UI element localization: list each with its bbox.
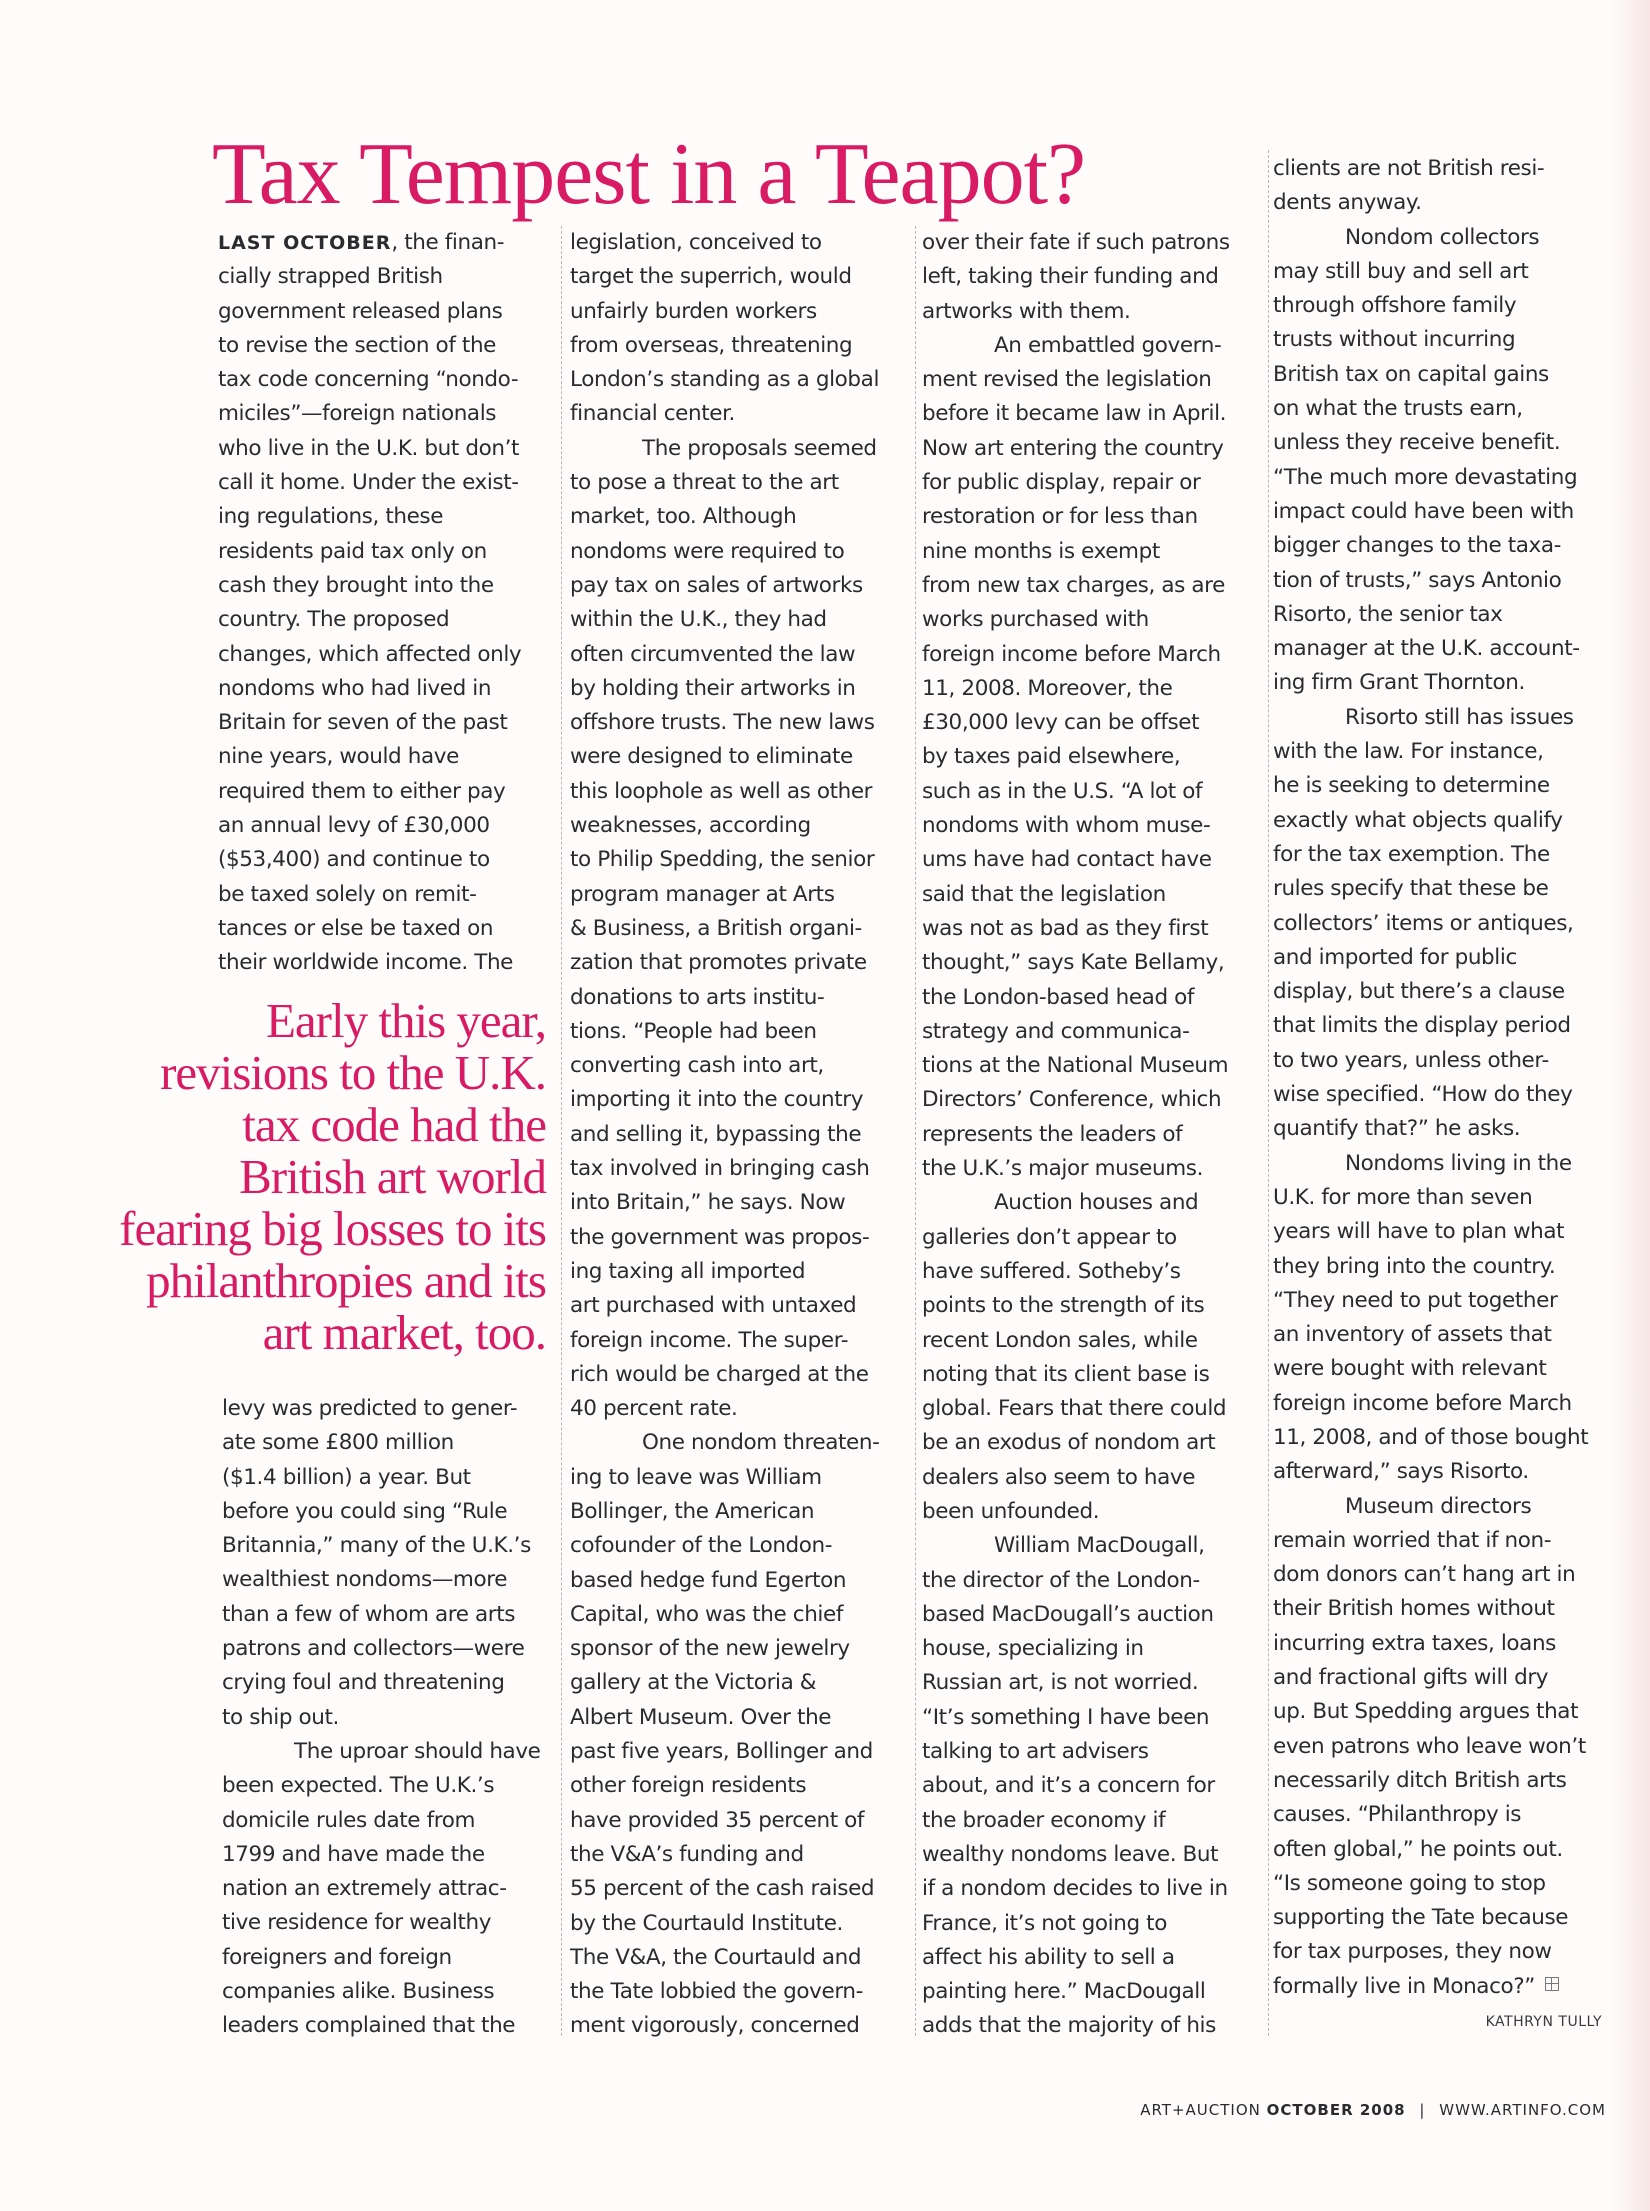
text-line: cofounder of the London- (570, 1533, 833, 1559)
text-line: be taxed solely on remit- (218, 881, 477, 907)
text-line: patrons and collectors—were (222, 1636, 525, 1662)
text-line: donations to arts institu- (570, 984, 825, 1010)
paragraph (1273, 1147, 1613, 1490)
column-divider (915, 226, 916, 2036)
text-line: art purchased with untaxed (570, 1293, 857, 1319)
text-line: based hedge fund Egerton (570, 1567, 847, 1593)
text-line: nation an extremely attrac- (222, 1876, 507, 1902)
text-line: Auction houses and (994, 1190, 1199, 1216)
pull-quote (100, 995, 546, 1359)
text-line: been expected. The U.K.’s (222, 1773, 495, 1799)
text-line: ing firm Grant Thornton. (1273, 670, 1525, 696)
text-line: nine years, would have (218, 744, 459, 770)
text-line: restoration or for less than (922, 504, 1198, 530)
text-line: was not as bad as they first (922, 915, 1209, 941)
text-line: the Tate lobbied the govern- (570, 1979, 863, 2005)
text-line: call it home. Under the exist- (218, 470, 519, 496)
text-line: Risorto, the senior tax (1273, 601, 1503, 627)
pull-quote-line: Early this year, (265, 993, 546, 1048)
text-line: points to the strength of its (922, 1293, 1205, 1319)
text-line: to revise the section of the (218, 332, 497, 358)
text-line: residents paid tax only on (218, 538, 487, 564)
text-line: tive residence for wealthy (222, 1910, 492, 1936)
text-line: Nondoms living in the (1345, 1150, 1572, 1176)
footer-separator: | (1419, 2101, 1426, 2119)
column-divider (1268, 150, 1269, 2036)
text-line: 55 percent of the cash raised (570, 1876, 875, 1902)
text-line: dents anyway. (1273, 190, 1422, 216)
text-line: 40 percent rate. (570, 1396, 738, 1422)
text-line: country. The proposed (218, 607, 450, 633)
lead-in: LAST OCTOBER (218, 232, 392, 254)
text-line: galleries don’t appear to (922, 1224, 1177, 1250)
text-line: nondoms were required to (570, 538, 845, 564)
text-line: this loophole as well as other (570, 778, 873, 804)
text-line: “Is someone going to stop (1273, 1870, 1546, 1896)
text-line: Museum directors (1345, 1493, 1532, 1519)
text-line: painting here.” MacDougall (922, 1979, 1206, 2005)
text-line: noting that its client base is (922, 1361, 1210, 1387)
text-line: 11, 2008, and of those bought (1273, 1424, 1589, 1450)
website-link[interactable]: WWW.ARTINFO.COM (1439, 2101, 1606, 2119)
text-line: zation that promotes private (570, 950, 867, 976)
text-line: ment revised the legislation (922, 367, 1212, 393)
paragraph (922, 329, 1262, 1186)
text-line: wealthiest nondoms—more (222, 1567, 508, 1593)
text-line: Albert Museum. Over the (570, 1704, 832, 1730)
column-4 (1273, 152, 1613, 2004)
pull-quote-line: philanthropies and its (146, 1253, 546, 1308)
text-line: ate some £800 million (222, 1430, 454, 1456)
text-line: that limits the display period (1273, 1013, 1571, 1039)
text-line: for public display, repair or (922, 470, 1201, 496)
page-edge-shadow (1610, 0, 1650, 2211)
text-line: ment vigorously, concerned (570, 2013, 860, 2039)
text-line: were bought with relevant (1273, 1356, 1547, 1382)
text-line: ums have had contact have (922, 847, 1212, 873)
text-line: government released plans (218, 298, 503, 324)
text-line: Capital, who was the chief (570, 1601, 843, 1627)
text-line: represents the leaders of (922, 1121, 1183, 1147)
text-line: exactly what objects qualify (1273, 807, 1563, 833)
text-line: wealthy nondoms leave. But (922, 1841, 1219, 1867)
paragraph (570, 226, 910, 432)
pull-quote-line: art market, too. (262, 1305, 546, 1360)
text-line: & Business, a British organi- (570, 915, 862, 941)
text-line: tions. “People had been (570, 1018, 817, 1044)
text-line: the V&A’s funding and (570, 1841, 804, 1867)
text-line: be an exodus of nondom art (922, 1430, 1216, 1456)
text-line: wise specified. “How do they (1273, 1082, 1573, 1108)
text-line: Now art entering the country (922, 435, 1224, 461)
text-line: The V&A, the Courtauld and (570, 1944, 862, 1970)
text-line: miciles”—foreign nationals (218, 401, 497, 427)
text-line: U.K. for more than seven (1273, 1184, 1533, 1210)
text-line: cash they brought into the (218, 572, 494, 598)
text-line: to two years, unless other- (1273, 1047, 1549, 1073)
text-line: The proposals seemed (642, 435, 877, 461)
text-line: gallery at the Victoria & (570, 1670, 817, 1696)
text-line: Russian art, is not worried. (922, 1670, 1199, 1696)
paragraph (222, 1392, 562, 1735)
text-line: for the tax exemption. The (1273, 841, 1550, 867)
paragraph (1273, 152, 1613, 221)
issue-date: OCTOBER 2008 (1266, 2101, 1406, 2119)
text-line: causes. “Philanthropy is (1273, 1802, 1522, 1828)
text-line: nondoms with whom muse- (922, 813, 1211, 839)
text-line: leaders complained that the (222, 2013, 516, 2039)
publication-name: ART+AUCTION (1140, 2101, 1261, 2119)
text-line: dom donors can’t hang art in (1273, 1562, 1576, 1588)
text-line: to pose a threat to the art (570, 470, 839, 496)
text-line: even patrons who leave won’t (1273, 1733, 1586, 1759)
text-line: London’s standing as a global (570, 367, 880, 393)
column-2 (570, 226, 910, 2044)
text-line: Britannia,” many of the U.K.’s (222, 1533, 531, 1559)
pull-quote-line: revisions to the U.K. (160, 1045, 546, 1100)
text-line: “The much more devastating (1273, 464, 1578, 490)
text-line: afterward,” says Risorto. (1273, 1459, 1529, 1485)
text-line: target the superrich, would (570, 264, 852, 290)
text-line: ing to leave was William (570, 1464, 822, 1490)
text-line: talking to art advisers (922, 1739, 1149, 1765)
text-line: the government was propos- (570, 1224, 870, 1250)
text-line: about, and it’s a concern for (922, 1773, 1215, 1799)
text-line: incurring extra taxes, loans (1273, 1630, 1556, 1656)
column-1-bottom (222, 1392, 562, 2044)
text-line: domicile rules date from (222, 1807, 475, 1833)
text-line: have provided 35 percent of (570, 1807, 865, 1833)
text-line: formally live in Monaco?” (1273, 1970, 1613, 2004)
paragraph (570, 1426, 910, 2043)
text-line: supporting the Tate because (1273, 1905, 1569, 1931)
text-line: an inventory of assets that (1273, 1322, 1552, 1348)
text-line: they bring into the country. (1273, 1253, 1556, 1279)
text-line: based MacDougall’s auction (922, 1601, 1214, 1627)
text-line: tax involved in bringing cash (570, 1156, 870, 1182)
text-line: through offshore family (1273, 293, 1517, 319)
text-line: unfairly burden workers (570, 298, 817, 324)
text-line: converting cash into art, (570, 1053, 824, 1079)
text-line: ing taxing all imported (570, 1258, 806, 1284)
paragraph (218, 226, 558, 981)
text-line: necessarily ditch British arts (1273, 1767, 1567, 1793)
text-line: weaknesses, according (570, 813, 811, 839)
text-line: to Philip Spedding, the senior (570, 847, 875, 873)
text-line: were designed to eliminate (570, 744, 853, 770)
text-line: rules specify that these be (1273, 876, 1549, 902)
text-line: other foreign residents (570, 1773, 807, 1799)
paragraph (570, 432, 910, 1427)
text-line: quantify that?” he asks. (1273, 1116, 1521, 1142)
paragraph (922, 1529, 1262, 2043)
text-line: “They need to put together (1273, 1287, 1558, 1313)
text-line: companies alike. Business (222, 1979, 495, 2005)
text-line: on what the trusts earn, (1273, 396, 1523, 422)
text-line: recent London sales, while (922, 1327, 1198, 1353)
text-line: offshore trusts. The new laws (570, 710, 875, 736)
text-line: nondoms who had lived in (218, 675, 492, 701)
text-line: LAST OCTOBER, the finan- (218, 230, 505, 255)
text-line: market, too. Although (570, 504, 797, 530)
pull-quote-line: fearing big losses to its (119, 1201, 546, 1256)
text-line: Directors’ Conference, which (922, 1087, 1222, 1113)
headline: Tax Tempest in a Teapot? (212, 126, 1086, 223)
text-line: Risorto still has issues (1345, 704, 1574, 730)
text-line: crying foul and threatening (222, 1670, 505, 1696)
paragraph (1273, 221, 1613, 701)
text-line: British tax on capital gains (1273, 361, 1549, 387)
pull-quote-line: tax code had the (242, 1097, 546, 1152)
text-line: remain worried that if non- (1273, 1527, 1552, 1553)
text-line: before it became law in April. (922, 401, 1227, 427)
text-line: the London-based head of (922, 984, 1195, 1010)
text-line: the U.K.’s major museums. (922, 1156, 1204, 1182)
text-line: by the Courtauld Institute. (570, 1910, 843, 1936)
text-line: An embattled govern- (994, 332, 1222, 358)
text-line: rich would be charged at the (570, 1361, 869, 1387)
text-line: The uproar should have (294, 1738, 541, 1764)
text-line: from new tax charges, as are (922, 572, 1225, 598)
text-line: tions at the National Museum (922, 1053, 1229, 1079)
text-line: house, specializing in (922, 1636, 1144, 1662)
text-line: he is seeking to determine (1273, 773, 1550, 799)
paragraph (922, 226, 1262, 329)
text-line: display, but there’s a clause (1273, 979, 1565, 1005)
text-line: their British homes without (1273, 1596, 1555, 1622)
column-1-top (218, 226, 558, 981)
text-line: with the law. For instance, (1273, 739, 1544, 765)
text-line: and imported for public (1273, 944, 1517, 970)
text-line: adds that the majority of his (922, 2013, 1216, 2039)
byline: KATHRYN TULLY (1485, 2014, 1602, 2030)
text-line: required them to either pay (218, 778, 506, 804)
text-line: nine months is exempt (922, 538, 1160, 564)
text-line: Nondom collectors (1345, 224, 1540, 250)
text-line: before you could sing “Rule (222, 1498, 508, 1524)
text-line: ($53,400) and continue to (218, 847, 490, 873)
paragraph (222, 1735, 562, 2044)
text-line: by taxes paid elsewhere, (922, 744, 1181, 770)
text-line: William MacDougall, (994, 1533, 1205, 1559)
text-line: affect his ability to sell a (922, 1944, 1175, 1970)
text-line: 1799 and have made the (222, 1841, 485, 1867)
text-line: such as in the U.S. “A lot of (922, 778, 1203, 804)
text-line: cially strapped British (218, 264, 443, 290)
text-line: the broader economy if (922, 1807, 1166, 1833)
text-line: by holding their artworks in (570, 675, 856, 701)
text-line: legislation, conceived to (570, 230, 822, 255)
text-line: who live in the U.K. but don’t (218, 435, 520, 461)
text-line: collectors’ items or antiques, (1273, 910, 1574, 936)
text-line: ($1.4 billion) a year. But (222, 1464, 471, 1490)
text-line: Britain for seven of the past (218, 710, 508, 736)
text-line: financial center. (570, 401, 735, 427)
text-line: ing regulations, these (218, 504, 444, 530)
text-line: foreign income before March (922, 641, 1221, 667)
text-line: for tax purposes, they now (1273, 1939, 1552, 1965)
text-line: years will have to plan what (1273, 1219, 1565, 1245)
text-line: dealers also seem to have (922, 1464, 1196, 1490)
text-line: Bollinger, the American (570, 1498, 815, 1524)
text-line: and fractional gifts will dry (1273, 1665, 1549, 1691)
text-line: into Britain,” he says. Now (570, 1190, 846, 1216)
text-line: manager at the U.K. account- (1273, 636, 1580, 662)
text-line: France, it’s not going to (922, 1910, 1167, 1936)
text-line: and selling it, bypassing the (570, 1121, 862, 1147)
text-line: One nondom threaten- (642, 1430, 880, 1456)
text-line: foreign income. The super- (570, 1327, 849, 1353)
text-line: works purchased with (922, 607, 1149, 633)
text-line: thought,” says Kate Bellamy, (922, 950, 1225, 976)
text-line: said that the legislation (922, 881, 1166, 907)
paragraph (1273, 701, 1613, 1147)
text-line: unless they receive benefit. (1273, 430, 1561, 456)
text-line: foreign income before March (1273, 1390, 1572, 1416)
text-line: from overseas, threatening (570, 332, 853, 358)
text-line: program manager at Arts (570, 881, 835, 907)
text-line: have suffered. Sotheby’s (922, 1258, 1181, 1284)
text-line: global. Fears that there could (922, 1396, 1227, 1422)
text-line: artworks with them. (922, 298, 1131, 324)
text-line: pay tax on sales of artworks (570, 572, 863, 598)
text-line: 11, 2008. Moreover, the (922, 675, 1173, 701)
text-line: to ship out. (222, 1704, 339, 1730)
end-of-article-icon (1545, 1977, 1559, 1991)
text-line: tax code concerning “nondo- (218, 367, 519, 393)
text-line: often circumvented the law (570, 641, 856, 667)
text-line: levy was predicted to gener- (222, 1396, 518, 1421)
text-line: left, taking their funding and (922, 264, 1219, 290)
text-line: strategy and communica- (922, 1018, 1190, 1044)
text-line: than a few of whom are arts (222, 1601, 516, 1627)
text-line: clients are not British resi- (1273, 156, 1545, 181)
text-line: sponsor of the new jewelry (570, 1636, 850, 1662)
text-line: trusts without incurring (1273, 327, 1516, 353)
text-line: within the U.K., they had (570, 607, 827, 633)
page-footer (1140, 2101, 1606, 2119)
text-line: if a nondom decides to live in (922, 1876, 1228, 1902)
text-line: impact could have been with (1273, 498, 1574, 524)
text-line: over their fate if such patrons (922, 230, 1230, 255)
text-line: an annual levy of £30,000 (218, 813, 490, 839)
paragraph (1273, 1490, 1613, 2004)
text-line: changes, which affected only (218, 641, 522, 667)
text-line: may still buy and sell art (1273, 258, 1529, 284)
text-line: bigger changes to the taxa- (1273, 533, 1561, 559)
text-line: up. But Spedding argues that (1273, 1699, 1579, 1725)
text-line: been unfounded. (922, 1498, 1100, 1524)
text-line: often global,” he points out. (1273, 1836, 1563, 1862)
text-line: £30,000 levy can be offset (922, 710, 1200, 736)
pull-quote-line: British art world (239, 1149, 546, 1204)
text-line: the director of the London- (922, 1567, 1200, 1593)
text-line: tances or else be taxed on (218, 915, 494, 941)
text-line: “It’s something I have been (922, 1704, 1210, 1730)
text-line: importing it into the country (570, 1087, 864, 1113)
text-line: their worldwide income. The (218, 950, 513, 976)
column-3 (922, 226, 1262, 2044)
text-line: past five years, Bollinger and (570, 1739, 873, 1765)
text-line: tion of trusts,” says Antonio (1273, 567, 1562, 593)
text-line: foreigners and foreign (222, 1944, 452, 1970)
paragraph (922, 1186, 1262, 1529)
